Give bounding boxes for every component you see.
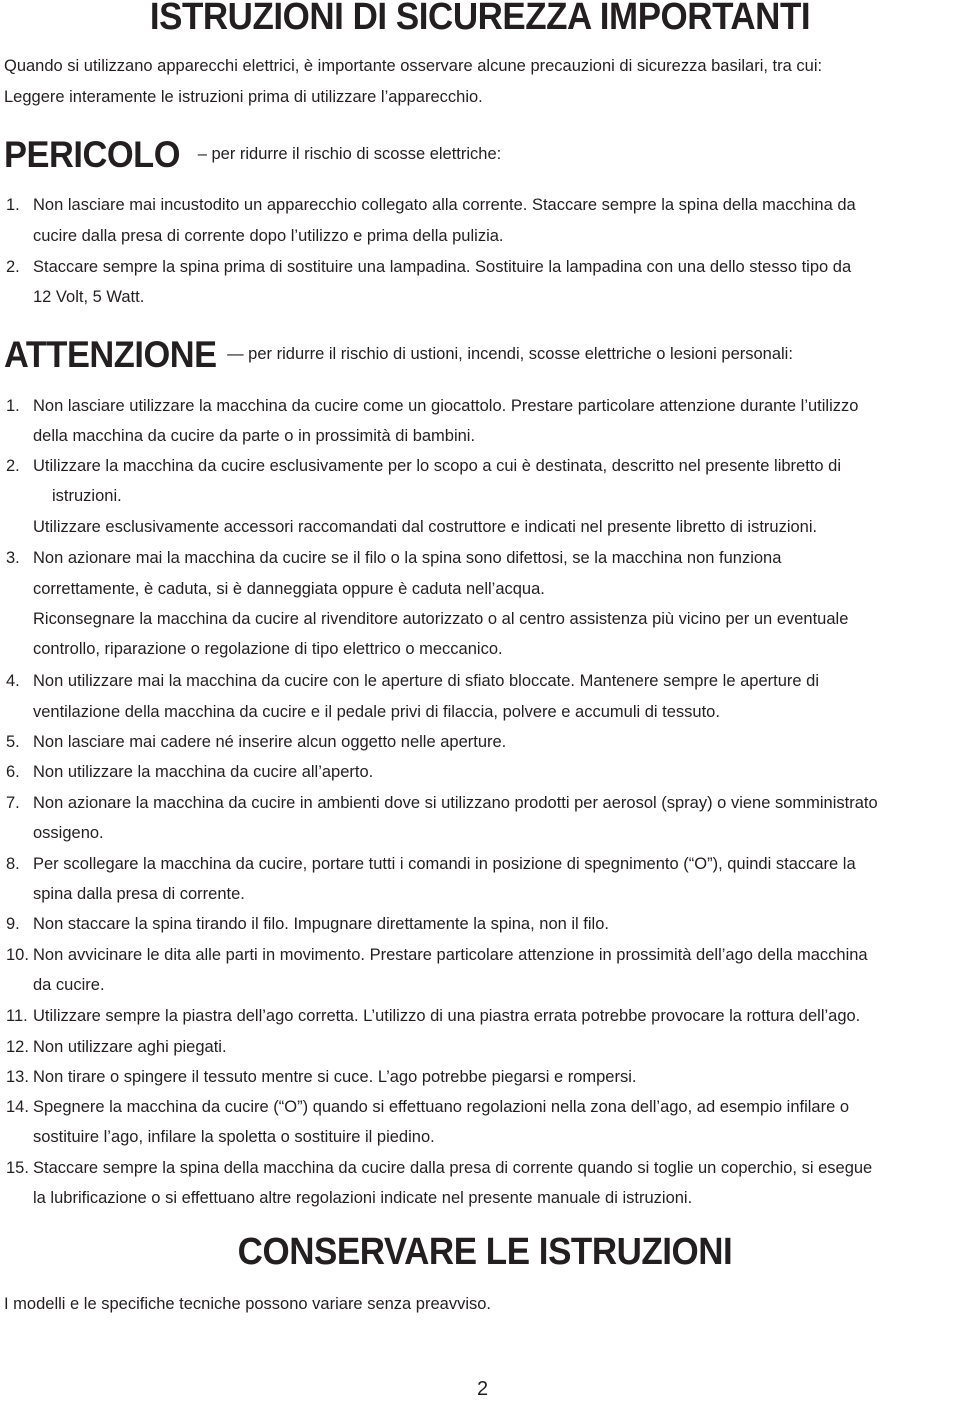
- item-text-continued: ossigeno.: [33, 824, 104, 842]
- item-text: Non lasciare mai incustodito un apparecchio collegato alla corrente. Staccare sempre la spina della macchina da: [33, 196, 856, 214]
- item-number: 1.: [6, 397, 20, 415]
- item-text-continued: sostituire l’ago, infilare la spoletta o sostituire il piedino.: [33, 1128, 435, 1146]
- item-text-continued: della macchina da cucire da parte o in prossimità di bambini.: [33, 427, 476, 445]
- item-number: 2.: [6, 258, 20, 276]
- page-number: 2: [477, 1378, 489, 1400]
- closing-title: CONSERVARE LE ISTRUZIONI: [237, 1231, 733, 1273]
- item-text-continued: cucire dalla presa di corrente dopo l’utilizzo e prima della pulizia.: [33, 227, 504, 245]
- item-number: 12.: [6, 1038, 29, 1056]
- item-text: Staccare sempre la spina della macchina da cucire dalla presa di corrente quando si toglie un coperchio, si esegue: [33, 1159, 873, 1177]
- item-number: 9.: [6, 915, 20, 933]
- footnote: I modelli e le specifiche tecniche possono variare senza preavviso.: [4, 1295, 492, 1313]
- item-number: 15.: [6, 1159, 29, 1177]
- item-text-continued: la lubrificazione o si effettuano altre regolazioni indicate nel presente manuale di istruzioni.: [33, 1189, 693, 1207]
- attenzione-heading: ATTENZIONE: [4, 334, 217, 375]
- item-text-continued: correttamente, è caduta, si è danneggiata oppure è caduta nell’acqua.: [33, 580, 545, 598]
- item-number: 1.: [6, 196, 20, 214]
- item-number: 4.: [6, 672, 20, 690]
- pericolo-subheading: – per ridurre il rischio di scosse elettriche:: [197, 145, 502, 163]
- item-text: Non avvicinare le dita alle parti in movimento. Prestare particolare attenzione in prossimità dell’ago della macchina: [33, 946, 868, 964]
- item-text: Non lasciare mai cadere né inserire alcun oggetto nelle aperture.: [33, 733, 507, 751]
- item-number: 14.: [6, 1098, 29, 1116]
- item-text: Utilizzare la macchina da cucire esclusivamente per lo scopo a cui è destinata, descritto nel presente libretto di: [33, 457, 841, 475]
- item-text-continued: ventilazione della macchina da cucire e il pedale privi di filaccia, polvere e accumuli di tessuto.: [33, 703, 720, 721]
- item-text-continued: controllo, riparazione o regolazione di tipo elettrico o meccanico.: [33, 640, 503, 658]
- item-number: 10.: [6, 946, 29, 964]
- attenzione-subheading: — per ridurre il rischio di ustioni, incendi, scosse elettriche o lesioni personali:: [227, 345, 793, 363]
- item-text: Non utilizzare aghi piegati.: [33, 1038, 227, 1056]
- intro-line-1: Quando si utilizzano apparecchi elettrici, è importante osservare alcune precauzioni di sicurezza basilari, tra cui:: [4, 57, 823, 75]
- item-text-continued: spina dalla presa di corrente.: [33, 885, 245, 903]
- attenzione-heading-row: [4, 334, 793, 376]
- item-text: Utilizzare sempre la piastra dell’ago corretta. L’utilizzo di una piastra errata potrebbe provocare la rottura dell’ago.: [33, 1007, 861, 1025]
- item-number: 11.: [6, 1007, 28, 1025]
- item-text: Non lasciare utilizzare la macchina da cucire come un giocattolo. Prestare particolare attenzione durante l’utilizzo: [33, 397, 859, 415]
- page-title: ISTRUZIONI DI SICUREZZA IMPORTANTI: [149, 0, 811, 38]
- item-text-continued: 12 Volt, 5 Watt.: [33, 288, 145, 306]
- item-number: 13.: [6, 1068, 29, 1086]
- item-number: 2.: [6, 457, 20, 475]
- pericolo-heading: PERICOLO: [4, 134, 181, 175]
- item-text: Non azionare la macchina da cucire in ambienti dove si utilizzano prodotti per aerosol (spray) o viene somministrato: [33, 794, 878, 812]
- item-text-continued: Utilizzare esclusivamente accessori raccomandati dal costruttore e indicati nel presente libretto di istruzioni.: [33, 518, 818, 536]
- item-text-continued: Riconsegnare la macchina da cucire al rivenditore autorizzato o al centro assistenza più vicino per un eventuale: [33, 610, 849, 628]
- pericolo-heading-row: [4, 134, 501, 176]
- item-text: Non azionare mai la macchina da cucire se il filo o la spina sono difettosi, se la macchina non funziona: [33, 549, 782, 567]
- item-text-continued: istruzioni.: [52, 487, 122, 505]
- item-text: Per scollegare la macchina da cucire, portare tutti i comandi in posizione di spegnimento (“O”), quindi staccare la: [33, 855, 856, 873]
- item-text: Non utilizzare la macchina da cucire all’aperto.: [33, 763, 374, 781]
- item-text: Staccare sempre la spina prima di sostituire una lampadina. Sostituire la lampadina con una dello stesso tipo da: [33, 258, 852, 276]
- item-number: 8.: [6, 855, 20, 873]
- item-text: Non tirare o spingere il tessuto mentre si cuce. L’ago potrebbe piegarsi e rompersi.: [33, 1068, 637, 1086]
- item-text: Non staccare la spina tirando il filo. Impugnare direttamente la spina, non il filo.: [33, 915, 609, 933]
- item-number: 7.: [6, 794, 20, 812]
- item-number: 3.: [6, 549, 20, 567]
- item-text-continued: da cucire.: [33, 976, 105, 994]
- intro-line-2: Leggere interamente le istruzioni prima di utilizzare l’apparecchio.: [4, 88, 483, 106]
- item-number: 5.: [6, 733, 20, 751]
- item-number: 6.: [6, 763, 20, 781]
- item-text: Spegnere la macchina da cucire (“O”) quando si effettuano regolazioni nella zona dell’ago, ad esempio infilare o: [33, 1098, 850, 1116]
- item-text: Non utilizzare mai la macchina da cucire con le aperture di sfiato bloccate. Mantenere sempre le aperture di: [33, 672, 819, 690]
